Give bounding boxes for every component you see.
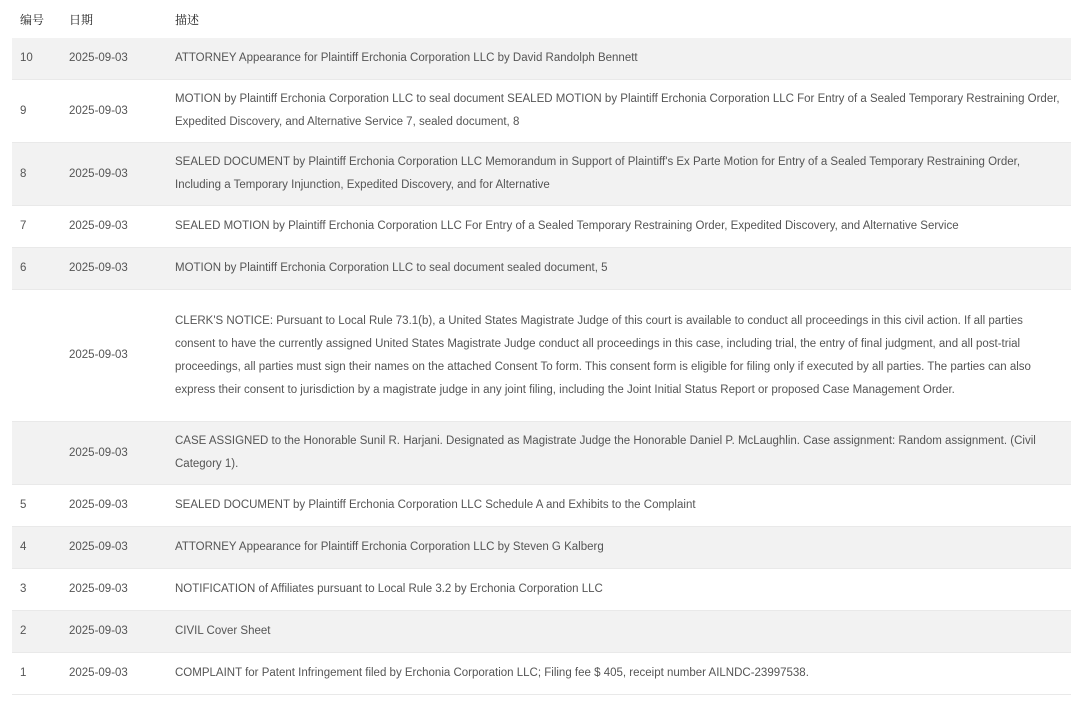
entry-date: 2025-09-03 xyxy=(69,52,128,64)
entry-description: CASE ASSIGNED to the Honorable Sunil R. Harjani. Designated as Magistrate Judge the Honorable Daniel P. McLaughlin. Case assignment: Random assignment. (Civil Category 1). xyxy=(175,435,1036,470)
table-body xyxy=(12,38,1071,695)
entry-date: 2025-09-03 xyxy=(69,446,128,459)
entry-description: MOTION by Plaintiff Erchonia Corporation LLC to seal document sealed document, 5 xyxy=(175,262,608,274)
entry-description: NOTIFICATION of Affiliates pursuant to Local Rule 3.2 by Erchonia Corporation LLC xyxy=(175,583,603,595)
entry-description: SEALED DOCUMENT by Plaintiff Erchonia Corporation LLC Schedule A and Exhibits to the Complaint xyxy=(175,499,696,511)
entry-description: SEALED DOCUMENT by Plaintiff Erchonia Corporation LLC Memorandum in Support of Plaintiff's Ex Parte Motion for Entry of a Sealed Temporary Restraining Order, Including a Temporary Injunction, Expedited Discovery, and for Alternative xyxy=(175,156,1021,191)
docket-table xyxy=(12,0,1071,695)
entry-date: 2025-09-03 xyxy=(69,220,128,232)
entry-date: 2025-09-03 xyxy=(69,104,128,117)
entry-number: 9 xyxy=(20,104,27,117)
entry-date: 2025-09-03 xyxy=(69,541,128,553)
entry-date: 2025-09-03 xyxy=(69,499,128,511)
table-row xyxy=(12,143,1071,206)
table-row xyxy=(12,527,1071,569)
entry-description: ATTORNEY Appearance for Plaintiff Erchonia Corporation LLC by Steven G Kalberg xyxy=(175,541,604,553)
entry-number: 4 xyxy=(20,541,27,553)
table-row xyxy=(12,290,1071,422)
entry-number: 5 xyxy=(20,499,27,511)
entry-number: 7 xyxy=(20,220,27,232)
table-row xyxy=(12,80,1071,143)
entry-description: SEALED MOTION by Plaintiff Erchonia Corporation LLC For Entry of a Sealed Temporary Restraining Order, Expedited Discovery, and Alternative Service xyxy=(175,220,959,232)
entry-description: COMPLAINT for Patent Infringement filed by Erchonia Corporation LLC; Filing fee $ 405, receipt number AILNDC-23997538. xyxy=(175,667,809,679)
entry-description: ATTORNEY Appearance for Plaintiff Erchonia Corporation LLC by David Randolph Bennett xyxy=(175,52,638,64)
table-row xyxy=(12,611,1071,653)
entry-date: 2025-09-03 xyxy=(69,349,128,361)
entry-number: 3 xyxy=(20,583,27,595)
entry-date: 2025-09-03 xyxy=(69,583,128,595)
column-header-date: 日期 xyxy=(69,12,94,27)
entry-description: CLERK'S NOTICE: Pursuant to Local Rule 73.1(b), a United States Magistrate Judge of this court is available to conduct all proceedings in this civil action. If all parties consent to have the currently assigned United States Magistrate Judge conduct all proceedings in this case, including trial, the entry of final judgment, and all post-trial proceedings, all parties must sign their names on the attached Consent To form. This consent form is eligible for filing only if executed by all parties. The parties can also express their consent to jurisdiction by a magistrate judge in any joint filing, including the Joint Initial Status Report or proposed Case Management Order. xyxy=(175,314,1031,396)
table-row xyxy=(12,206,1071,248)
entry-number xyxy=(12,290,61,422)
entry-date: 2025-09-03 xyxy=(69,667,128,679)
table-row xyxy=(12,38,1071,80)
table-header xyxy=(12,0,1071,38)
table-row xyxy=(12,653,1071,695)
entry-number: 6 xyxy=(20,262,27,274)
entry-number: 2 xyxy=(20,625,27,637)
table-row xyxy=(12,248,1071,290)
entry-number xyxy=(12,422,61,485)
entry-description: MOTION by Plaintiff Erchonia Corporation LLC to seal document SEALED MOTION by Plaintiff Erchonia Corporation LLC For Entry of a Sealed Temporary Restraining Order, Expedited Discovery, and Alternative Service 7, sealed document, 8 xyxy=(175,93,1060,128)
entry-date: 2025-09-03 xyxy=(69,625,128,637)
entry-date: 2025-09-03 xyxy=(69,167,128,180)
column-header-description: 描述 xyxy=(175,12,200,27)
table-row xyxy=(12,422,1071,485)
entry-number: 8 xyxy=(20,167,27,180)
table-row xyxy=(12,485,1071,527)
entry-number: 10 xyxy=(20,52,33,64)
entry-number: 1 xyxy=(20,667,27,679)
entry-description: CIVIL Cover Sheet xyxy=(175,625,271,637)
docket-table-container xyxy=(12,0,1071,695)
table-row xyxy=(12,569,1071,611)
column-header-number: 编号 xyxy=(20,12,45,27)
entry-date: 2025-09-03 xyxy=(69,262,128,274)
